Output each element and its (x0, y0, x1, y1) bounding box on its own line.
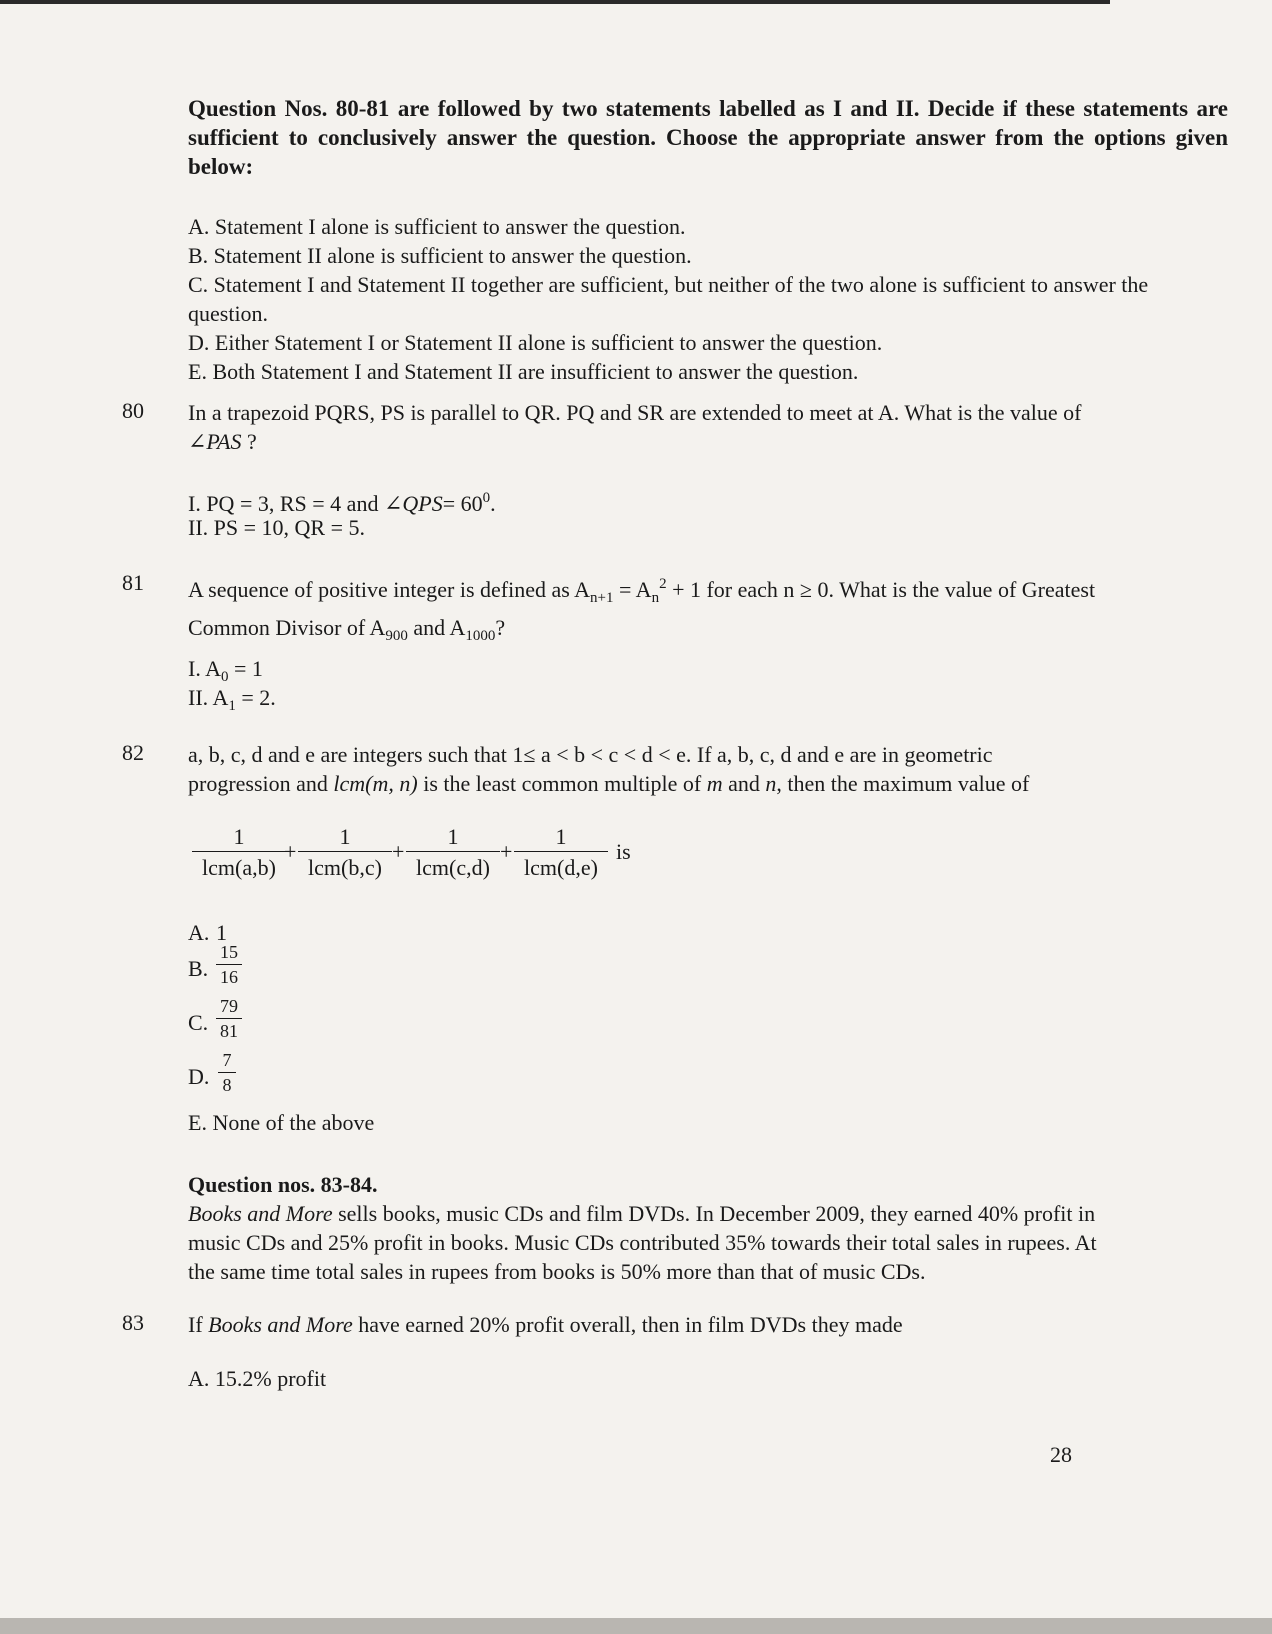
choice-c-den: 81 (220, 1021, 238, 1041)
q82-choice-d-label: D. (188, 1064, 210, 1089)
question-82-text (188, 740, 1228, 798)
q83-choice-a: A. 15.2% profit (188, 1366, 327, 1391)
passage-line-1: sells books, music CDs and film DVDs. In December 2009, they earned 40% profit in (332, 1201, 1096, 1226)
plus-sign: + (392, 839, 405, 864)
q81-s2: n (651, 590, 660, 606)
passage-line-2: music CDs and 25% profit in books. Music CDs contributed 35% towards their total sales in rupees. At (188, 1230, 1097, 1255)
fraction-4-den: lcm(d,e) (524, 855, 598, 880)
option-d: D. Either Statement I or Statement II alone is sufficient to answer the question. (188, 330, 883, 355)
question-number-81: 81 (122, 570, 144, 595)
question-number-82: 82 (122, 740, 144, 765)
bottom-band (0, 1618, 1272, 1634)
choice-d-den: 8 (222, 1075, 232, 1095)
q82-choice-b-fraction (216, 942, 242, 987)
fraction-bar (216, 1018, 242, 1019)
q82-choice-e: E. None of the above (188, 1110, 375, 1135)
q81-s1: n+1 (590, 590, 614, 606)
question-80-text (188, 398, 1228, 456)
fraction-4-num: 1 (555, 824, 567, 849)
passage-heading: Question nos. 83-84. (188, 1172, 378, 1197)
fraction-3-den: lcm(c,d) (416, 855, 490, 880)
choice-b-den: 16 (220, 967, 238, 987)
q81-s2-b: = 2. (235, 685, 276, 710)
q80-angle: ∠PAS (188, 429, 242, 454)
fraction-bar (216, 964, 242, 965)
q82-choice-b-label: B. (188, 956, 209, 981)
fraction-2-den: lcm(b,c) (308, 855, 382, 880)
q80-s1-b: = 60 (442, 491, 483, 516)
q83-brand: Books and More (208, 1312, 353, 1337)
question-number-80: 80 (122, 398, 144, 423)
option-b: B. Statement II alone is sufficient to answer the question. (188, 243, 692, 268)
q81-s1-b: = 1 (228, 656, 263, 681)
q82-l2b: is the least common multiple of (417, 771, 707, 796)
question-number-83: 83 (122, 1310, 144, 1335)
plus-sign: + (500, 839, 513, 864)
q82-l2d: , then the maximum value of (776, 771, 1030, 796)
q81-s2-a: II. A (188, 685, 229, 710)
q82-l2a: progression and (188, 771, 334, 796)
passage-83-84 (188, 1170, 1228, 1286)
page-number: 28 (1050, 1442, 1072, 1467)
q82-choice-c-label: C. (188, 1010, 209, 1035)
question-81-text (188, 570, 1228, 651)
q80-statement-2: II. PS = 10, QR = 5. (188, 515, 365, 540)
choice-b-num: 15 (220, 942, 238, 962)
q82-n: n (765, 771, 777, 796)
plus-sign: + (284, 839, 297, 864)
fraction-bar (218, 1072, 236, 1073)
fraction-3 (406, 823, 500, 882)
q81-t3: + 1 for each n ≥ 0. What is the value of Greatest (666, 577, 1096, 602)
option-e: E. Both Statement I and Statement II are insufficient to answer the question. (188, 359, 859, 384)
q82-line1: a, b, c, d and e are integers such that 1≤ a < b < c < d < e. If a, b, c, d and e are in geometric (188, 742, 993, 767)
choice-a-value: 1 (216, 920, 227, 945)
choice-a-label: A. (188, 920, 210, 945)
q81-s1-sub: 0 (221, 669, 229, 685)
answer-options (188, 212, 1228, 386)
fraction-1-den: lcm(a,b) (202, 855, 276, 880)
q81-s4: 1000 (465, 628, 496, 644)
q80-s1-c: . (490, 491, 496, 516)
fraction-2-num: 1 (339, 824, 351, 849)
instructions: Question Nos. 80-81 are followed by two statements labelled as I and II. Decide if these statements are sufficient to conclusively answer the question. Choose the appropriate answer from the options given below: (188, 96, 1228, 179)
option-a: A. Statement I alone is sufficient to answer the question. (188, 214, 686, 239)
fraction-1-num: 1 (233, 824, 245, 849)
fraction-3-num: 1 (447, 824, 459, 849)
q83-t1: If (188, 1312, 209, 1337)
q82-choice-d-fraction (218, 1050, 236, 1095)
q82-choice-c-fraction (216, 996, 242, 1041)
q80-text-b: ? (246, 429, 257, 454)
passage-line-3: the same time total sales in rupees from books is 50% more than that of music CDs. (188, 1259, 926, 1284)
q81-sup: 2 (659, 576, 667, 592)
q81-t2: = A (613, 577, 652, 602)
fraction-2 (298, 823, 392, 882)
q81-statement-2 (188, 683, 276, 721)
fraction-4 (514, 823, 608, 882)
q82-m: m (706, 771, 723, 796)
passage-brand: Books and More (188, 1201, 333, 1226)
q81-t4: Common Divisor of A (188, 615, 386, 640)
option-c: C. Statement I and Statement II together are sufficient, but neither of the two alone is sufficient to answer the question. (188, 272, 1149, 326)
q80-s1-a: I. PQ = 3, RS = 4 and (188, 491, 379, 516)
q82-l2c: and (722, 771, 766, 796)
choice-c-num: 79 (220, 996, 238, 1016)
q82-lcm: lcm(m, n) (333, 771, 418, 796)
q81-s2-sub: 1 (228, 698, 236, 714)
is-word: is (616, 839, 631, 864)
q81-t1: A sequence of positive integer is defined as A (188, 577, 591, 602)
fraction-1 (192, 823, 286, 882)
q80-text-a: In a trapezoid PQRS, PS is parallel to QR. PQ and SR are extended to meet at A. What is the value of (188, 400, 1082, 425)
q80-s1-sup: 0 (482, 490, 491, 506)
q80-s1-angle: ∠QPS (383, 491, 443, 516)
q81-s3: 900 (385, 628, 408, 644)
choice-d-num: 7 (222, 1050, 232, 1070)
question-83-text (188, 1310, 1228, 1339)
q83-t2: have earned 20% profit overall, then in film DVDs they made (352, 1312, 903, 1337)
q81-t5: and A (407, 615, 466, 640)
q81-t6: ? (495, 615, 506, 640)
q81-s1-a: I. A (188, 656, 221, 681)
